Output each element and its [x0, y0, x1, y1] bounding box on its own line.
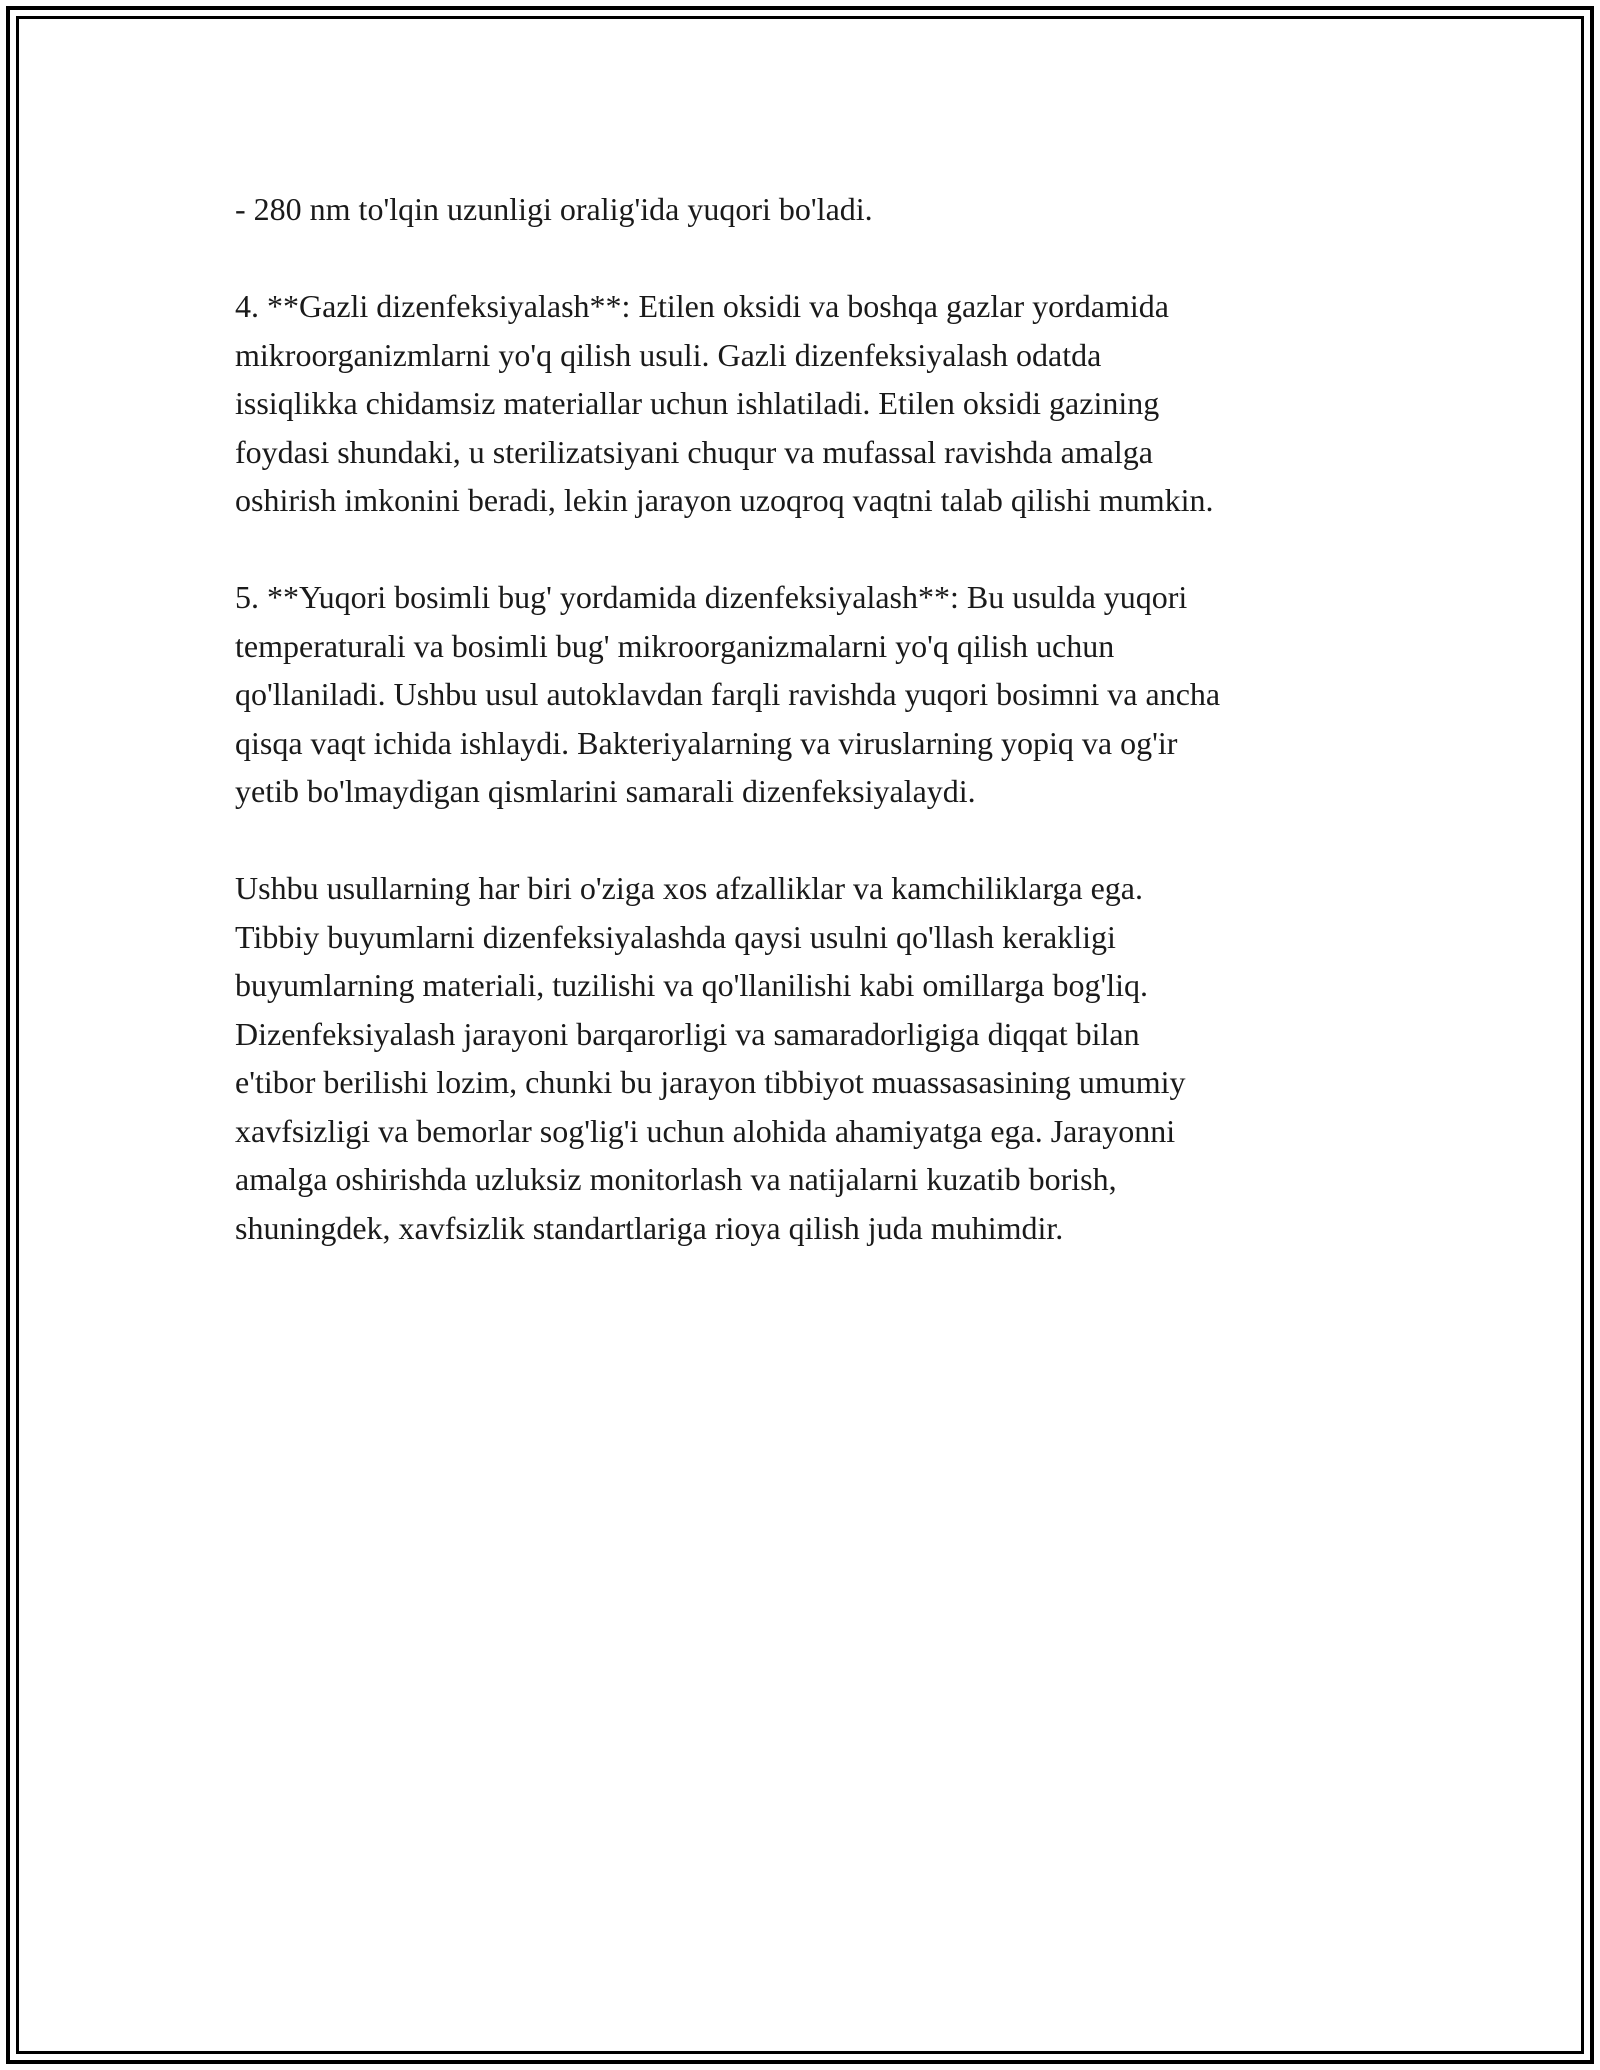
paragraph-high-pressure-steam: 5. **Yuqori bosimli bug' yordamida dizenfeksiyalash**: Bu usulda yuqori temperaturali va bosimli bug' mikroorganizmalarni yo'q qilish uchun qo'llaniladi. Ushbu usul autoklavdan farqli ravishda yuqori bosimni va ancha qisqa vaqt ichida ishlaydi. Bakteriyalarning va viruslarning yopiq va og'ir yetib bo'lmaydigan qismlarini samarali dizenfeksiyalaydi.: [235, 579, 1221, 809]
document-body: [235, 185, 1400, 1301]
paragraph-gas-disinfection: 4. **Gazli dizenfeksiyalash**: Etilen oksidi va boshqa gazlar yordamida mikroorganizmlarni yo'q qilish usuli. Gazli dizenfeksiyalash odatda issiqlikka chidamsiz materiallar uchun ishlatiladi. Etilen oksidi gazining foydasi shundaki, u sterilizatsiyani chuqur va mufassal ravishda amalga oshirish imkonini beradi, lekin jarayon uzoqroq vaqtni talab qilishi mumkin.: [235, 288, 1214, 518]
paragraph-conclusion: Ushbu usullarning har biri o'ziga xos afzalliklar va kamchiliklarga ega. Tibbiy buyumlarni dizenfeksiyalashda qaysi usulni qo'llash kerakligi buyumlarning materiali, tuzilishi va qo'llanilishi kabi omillarga bog'liq. Dizenfeksiyalash jarayoni barqarorligi va samaradorligiga diqqat bilan e'tibor berilishi lozim, chunki bu jarayon tibbiyot muassasasining umumiy xavfsizligi va bemorlar sog'lig'i uchun alohida ahamiyatga ega. Jarayonni amalga oshirishda uzluksiz monitorlash va natijalarni kuzatib borish, shuningdek, xavfsizlik standartlariga rioya qilish juda muhimdir.: [235, 870, 1186, 1246]
paragraph-uv-wavelength: - 280 nm to'lqin uzunligi oralig'ida yuqori bo'ladi.: [235, 191, 873, 227]
